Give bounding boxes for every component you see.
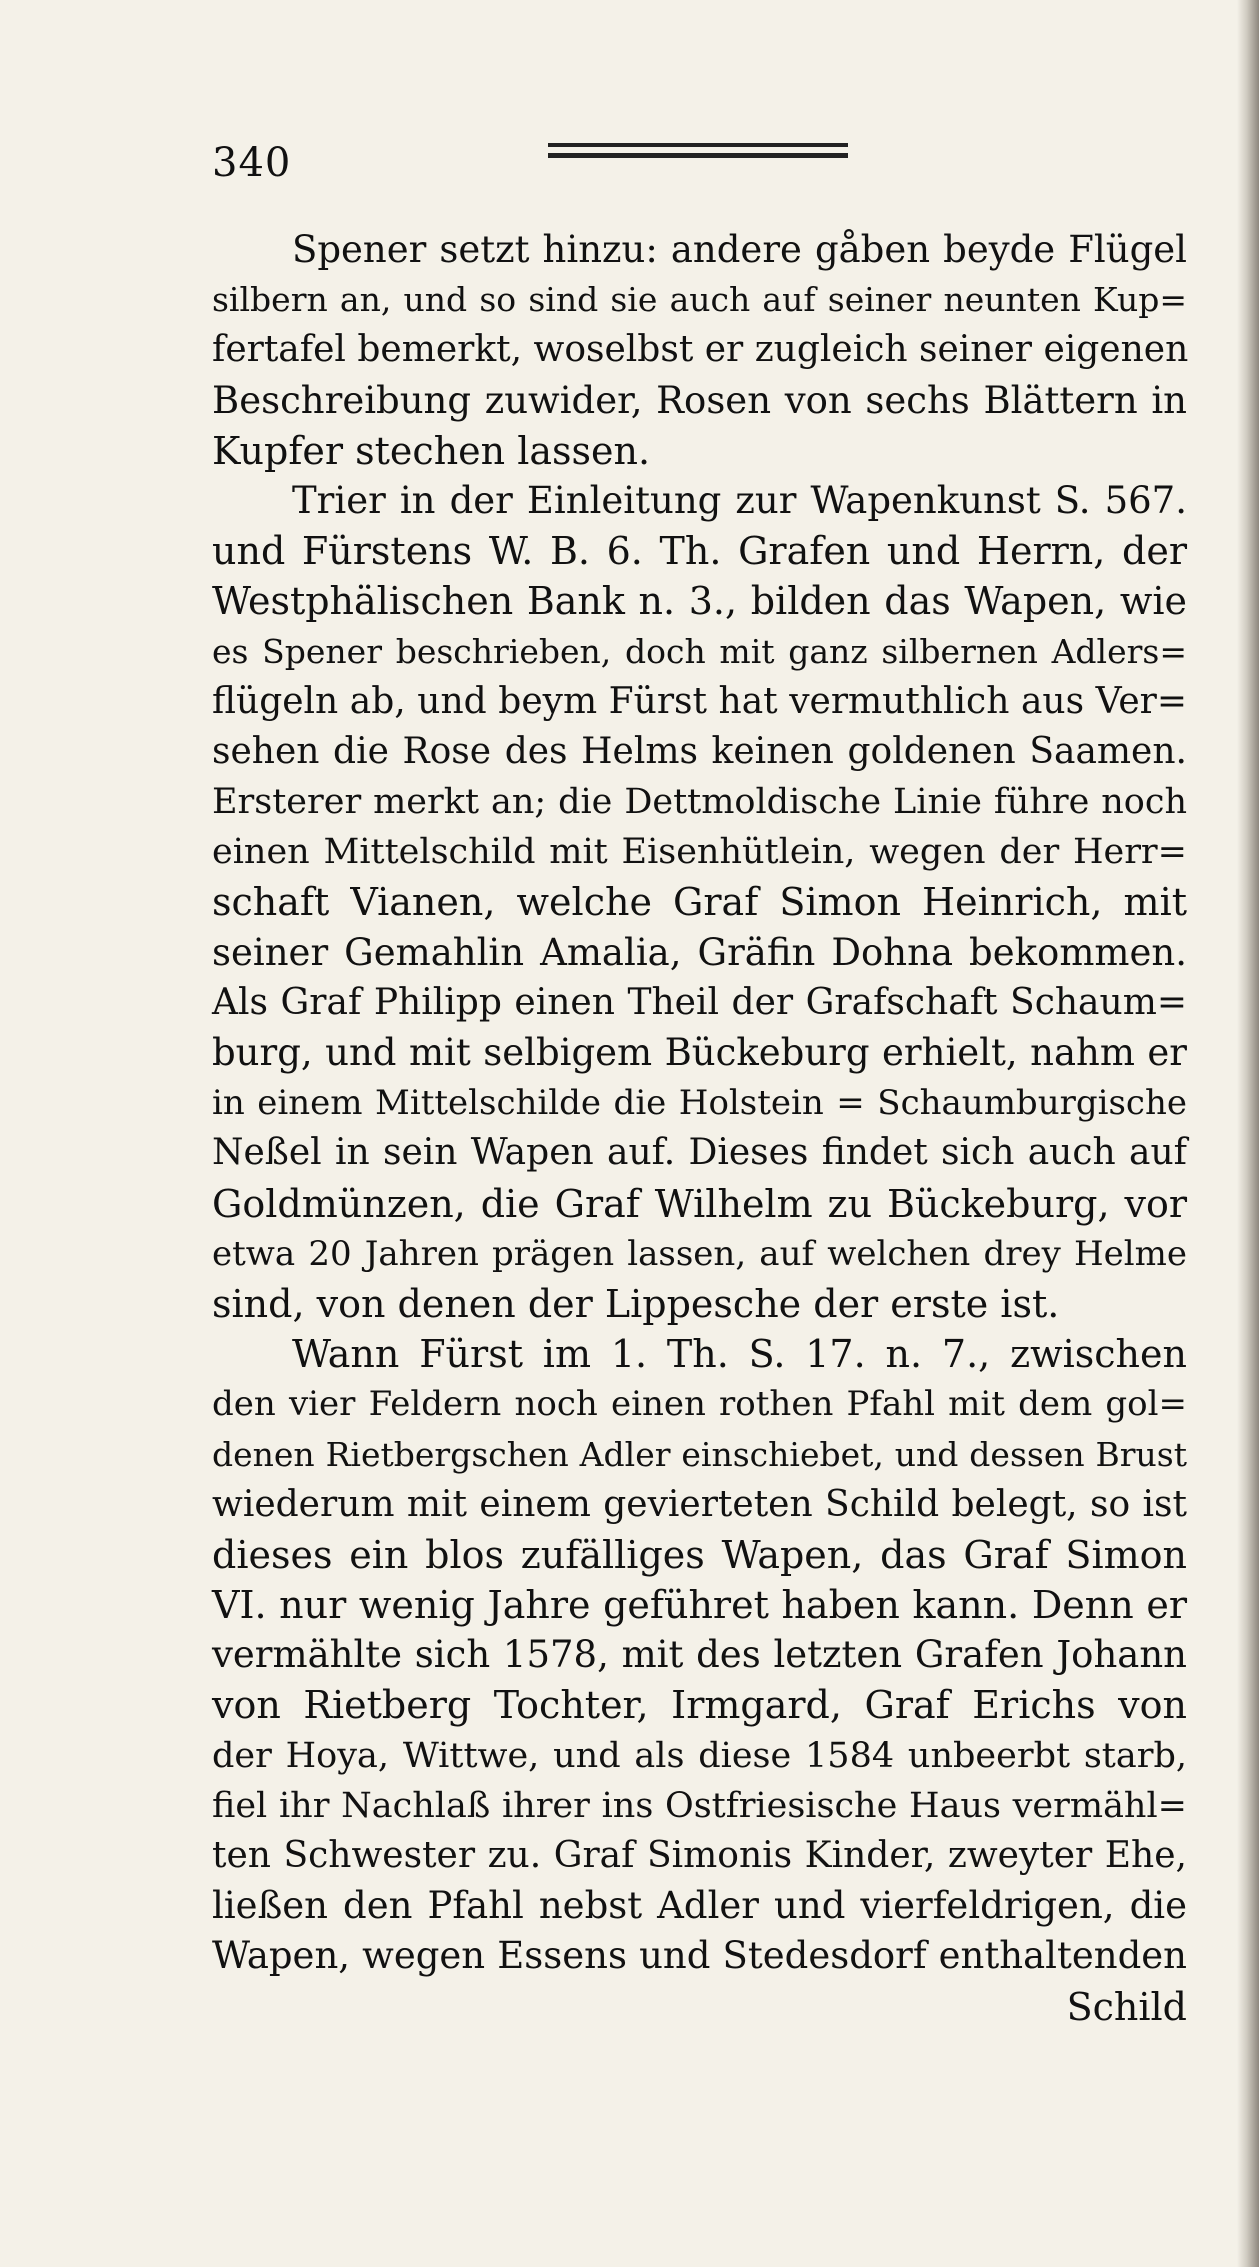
text-line: in einem Mittelschilde die Holstein = Schaumburgische: [212, 1083, 1187, 1124]
text-line: Goldmünzen, die Graf Wilhelm zu Bückeburg, vor: [212, 1181, 1187, 1226]
text-line: und Fürstens W. B. 6. Th. Grafen und Herrn, der: [212, 529, 1187, 574]
text-line: sehen die Rose des Helms keinen goldenen Saamen.: [212, 730, 1187, 772]
page-number: 340: [212, 140, 292, 186]
text-line: den vier Feldern noch einen rothen Pfahl mit dem gol=: [212, 1384, 1187, 1425]
paragraph-3: [212, 1329, 1187, 1981]
text-line: fertafel bemerkt, woselbst er zugleich seiner eigenen: [212, 329, 1189, 371]
catchword: Schild: [1066, 1984, 1187, 2029]
header-rule: [548, 143, 848, 159]
text-line: dieses ein blos zufälliges Wapen, das Graf Simon: [212, 1532, 1187, 1577]
paragraph-2: [212, 476, 1187, 1329]
text-line: schaft Vianen, welche Graf Simon Heinrich, mit: [212, 880, 1187, 925]
paragraph-1: [212, 225, 1187, 476]
page-edge-shadow: [1237, 0, 1259, 2267]
text-line: Spener setzt hinzu: andere gåben beyde Flügel: [292, 228, 1187, 271]
text-line: Trier in der Einleitung zur Wapenkunst S. 567.: [292, 478, 1187, 522]
text-line: Kupfer stechen lassen.: [212, 428, 651, 473]
text-line: Westphälischen Bank n. 3., bilden das Wapen, wie: [212, 579, 1187, 624]
text-line: wiederum mit einem geviertеten Schild belegt, so ist: [212, 1483, 1187, 1525]
text-line: denen Rietbergschen Adler einschiebet, und dessen Brust: [212, 1434, 1187, 1474]
text-line: ließen den Pfahl nebst Adler und vierfeldrigen, die: [212, 1884, 1187, 1928]
text-line: Wapen, wegen Essens und Stedesdorf enthaltenden: [212, 1934, 1187, 1978]
body-text: [212, 225, 1187, 2032]
text-line: von Rietberg Tochter, Irmgard, Graf Erichs von: [212, 1683, 1187, 1728]
text-line: Wann Fürst im 1. Th. S. 17. n. 7., zwischen: [292, 1332, 1187, 1377]
text-line: seiner Gemahlin Amalia, Gräfin Dohna bekommen.: [212, 930, 1187, 974]
text-line: der Hoya, Wittwe, und als diese 1584 unbeerbt starb,: [212, 1735, 1187, 1776]
text-line: Beschreibung zuwider, Rosen von sechs Blättern in: [212, 378, 1187, 422]
text-line: es Spener beschrieben, doch mit ganz silbernen Adlers=: [212, 631, 1187, 671]
text-line: sind, von denen der Lippesche der erste ist.: [212, 1281, 1060, 1326]
text-line: flügeln ab, und beym Fürst hat vermuthlich aus Ver=: [212, 680, 1187, 722]
text-line: vermählte sich 1578, mit des letzten Grafen Johann: [212, 1633, 1187, 1677]
text-line: silbern an, und so sind sie auch auf seiner neunten Kup=: [212, 280, 1187, 320]
text-line: Als Graf Philipp einen Theil der Grafschaft Schaum=: [212, 981, 1187, 1023]
text-line: fiel ihr Nachlaß ihrer ins Ostfriesische Haus vermähl=: [212, 1785, 1187, 1826]
text-line: etwa 20 Jahren prägen lassen, auf welchen drey Helme: [212, 1233, 1187, 1274]
text-line: einen Mittelschild mit Eisenhütlein, wegen der Herr=: [212, 832, 1187, 873]
text-line: burg, und mit selbigem Bückeburg erhielt, nahm er: [212, 1031, 1187, 1074]
text-line: ten Schwester zu. Graf Simonis Kinder, zweyter Ehe,: [212, 1835, 1187, 1876]
text-line: Ersterer merkt an; die Dettmoldische Linie führe noch: [212, 782, 1187, 823]
text-line: VI. nur wenig Jahre geführet haben kann. Denn er: [212, 1583, 1187, 1628]
text-line: Neßel in sein Wapen auf. Dieses findet sich auch auf: [212, 1132, 1187, 1174]
